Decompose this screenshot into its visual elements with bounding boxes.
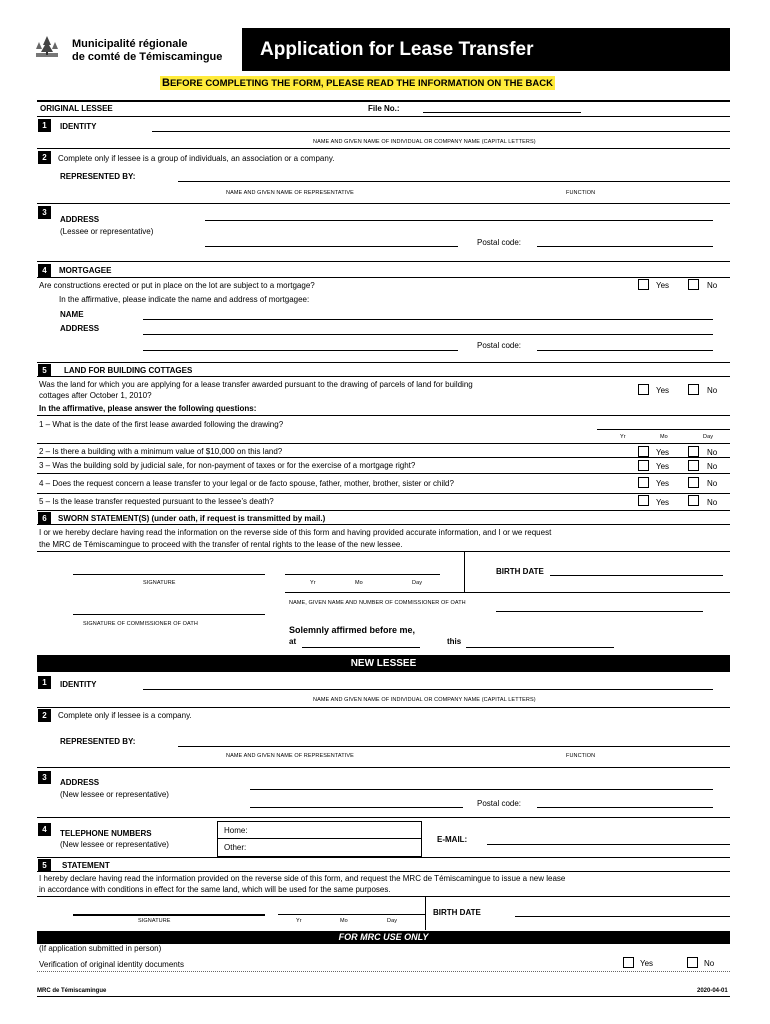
new-identity-label: IDENTITY — [60, 680, 97, 689]
mortgage-no-label: No — [707, 281, 718, 290]
statement-line2: in accordance with conditions in effect for the same land, which will be used for the same purposes. — [39, 885, 391, 894]
address-field-2[interactable] — [205, 235, 458, 247]
sworn-date-field[interactable] — [285, 562, 440, 575]
mortgagee-address-field-1[interactable] — [143, 323, 713, 335]
commissioner-signature-caption: SIGNATURE OF COMMISSIONER OF OATH — [83, 621, 198, 627]
telephone-sub-label: (New lessee or representative) — [60, 840, 169, 849]
address-field-1[interactable] — [205, 210, 713, 221]
identity-field[interactable] — [152, 120, 730, 132]
sworn-statement-label: SWORN STATEMENT(S) (under oath, if request is transmitted by mail.) — [58, 514, 326, 523]
new-address-sub-label: (New lessee or representative) — [60, 790, 169, 799]
section-2-number: 2 — [38, 151, 51, 164]
new-represented-by-label: REPRESENTED BY: — [60, 737, 136, 746]
footer-org: MRC de Témiscamingue — [37, 988, 107, 994]
question-3: 3 – Was the building sold by judicial sale, for non-payment of taxes or for the exercise of a mortgage right? — [39, 461, 416, 470]
new-section-3-number: 3 — [38, 771, 51, 784]
new-address-field-1[interactable] — [250, 778, 713, 790]
mortgage-yes-label: Yes — [656, 281, 670, 290]
sworn-day-caption: Day — [412, 580, 423, 586]
at-label: at — [289, 637, 297, 646]
footer-date: 2020-04-01 — [697, 988, 728, 994]
original-lessee-heading: ORIGINAL LESSEE — [40, 104, 113, 113]
mrc-yes-label: Yes — [640, 959, 654, 968]
email-field[interactable] — [487, 833, 730, 845]
first-lease-date-field[interactable] — [597, 417, 730, 430]
new-address-label: ADDRESS — [60, 778, 100, 787]
q5-no-checkbox[interactable] — [688, 495, 699, 506]
mrc-use-only-heading: FOR MRC USE ONLY — [37, 931, 730, 944]
new-section-5-number: 5 — [38, 859, 51, 872]
q2-no-label: No — [707, 448, 718, 457]
land-yes-label: Yes — [656, 386, 670, 395]
section-3-number: 3 — [38, 206, 51, 219]
sworn-yr-caption: Yr — [310, 580, 316, 586]
question-5: 5 – Is the lease transfer requested pursuant to the lessee’s death? — [39, 497, 274, 506]
question-4: 4 – Does the request concern a lease transfer to your legal or de facto spouse, father, mother, brother, sister or child? — [39, 479, 454, 488]
postal-code-field[interactable] — [537, 235, 713, 247]
new-represented-by-field[interactable] — [178, 735, 730, 747]
land-cottages-label: LAND FOR BUILDING COTTAGES — [64, 366, 193, 375]
commissioner-name-field[interactable] — [496, 600, 703, 612]
q3-yes-label: Yes — [656, 462, 670, 471]
section-2-instruction: Complete only if lessee is a group of individuals, an association or a company. — [58, 154, 335, 163]
commissioner-caption: NAME, GIVEN NAME AND NUMBER OF COMMISSIONER OF OATH — [289, 600, 466, 606]
q4-yes-checkbox[interactable] — [638, 477, 649, 488]
file-no-field[interactable] — [423, 102, 581, 113]
postal-code-label: Postal code: — [477, 238, 522, 247]
new-postal-code-field[interactable] — [537, 796, 713, 808]
land-no-checkbox[interactable] — [688, 384, 699, 395]
represented-by-label: REPRESENTED BY: — [60, 172, 136, 181]
q2-yes-checkbox[interactable] — [638, 446, 649, 457]
representative-name-caption: NAME AND GIVEN NAME OF REPRESENTATIVE — [226, 190, 354, 196]
new-signature-field[interactable] — [73, 903, 265, 915]
land-question-line1: Was the land for which you are applying for a lease transfer awarded pursuant to the drawing of parcels of land for building — [39, 380, 473, 389]
mrc-yes-checkbox[interactable] — [623, 957, 634, 968]
telephone-label: TELEPHONE NUMBERS — [60, 829, 152, 838]
land-question-line2: cottages after October 1, 2010? — [39, 391, 152, 400]
new-birth-date-label: BIRTH DATE — [433, 908, 481, 917]
mortgagee-instruction: In the affirmative, please indicate the name and address of mortgagee: — [59, 295, 310, 304]
mrc-logo — [34, 34, 60, 60]
affirmed-this-field[interactable] — [466, 637, 614, 648]
new-lessee-heading: NEW LESSEE — [37, 655, 730, 672]
read-back-notice: BEFORE COMPLETING THE FORM, PLEASE READ THE INFORMATION ON THE BACK — [162, 77, 553, 89]
sworn-statement-line2: the MRC de Témiscamingue to proceed with the transfer of rental rights to the lease of the new lessee. — [39, 540, 403, 549]
address-label: ADDRESS — [60, 215, 100, 224]
mrc-verification-label: Verification of original identity documents — [39, 960, 184, 969]
q1-yr-caption: Yr — [620, 434, 626, 440]
land-no-label: No — [707, 386, 718, 395]
new-signature-caption: SIGNATURE — [138, 918, 171, 924]
section-5-number: 5 — [38, 364, 51, 377]
represented-by-field[interactable] — [178, 170, 730, 182]
mrc-no-label: No — [704, 959, 715, 968]
mortgage-question: Are constructions erected or put in place on the lot are subject to a mortgage? — [39, 281, 315, 290]
question-2: 2 – Is there a building with a minimum value of $10,000 on this land? — [39, 447, 283, 456]
new-mo-caption: Mo — [340, 918, 348, 924]
mortgage-no-checkbox[interactable] — [688, 279, 699, 290]
section-6-number: 6 — [38, 512, 51, 525]
q1-day-caption: Day — [703, 434, 714, 440]
birth-date-field[interactable] — [550, 564, 723, 576]
mortgagee-postal-field[interactable] — [537, 339, 713, 351]
mortgagee-postal-label: Postal code: — [477, 341, 522, 350]
other-phone-field[interactable] — [260, 839, 420, 855]
sworn-mo-caption: Mo — [355, 580, 363, 586]
q2-yes-label: Yes — [656, 448, 670, 457]
new-day-caption: Day — [387, 918, 398, 924]
land-affirmative-instruction: In the affirmative, please answer the following questions: — [39, 404, 257, 413]
identity-caption: NAME AND GIVEN NAME OF INDIVIDUAL OR COMPANY NAME (CAPITAL LETTERS) — [313, 139, 536, 145]
address-sub-label: (Lessee or representative) — [60, 227, 154, 236]
q4-no-label: No — [707, 479, 718, 488]
q3-yes-checkbox[interactable] — [638, 460, 649, 471]
affirmed-at-field[interactable] — [302, 637, 420, 648]
representative-function-caption: FUNCTION — [566, 190, 596, 196]
q5-yes-label: Yes — [656, 498, 670, 507]
q4-no-checkbox[interactable] — [688, 477, 699, 488]
new-section-1-number: 1 — [38, 676, 51, 689]
land-yes-checkbox[interactable] — [638, 384, 649, 395]
mortgagee-name-field[interactable] — [143, 308, 713, 320]
new-section-2-instruction: Complete only if lessee is a company. — [58, 711, 192, 720]
new-identity-caption: NAME AND GIVEN NAME OF INDIVIDUAL OR COMPANY NAME (CAPITAL LETTERS) — [313, 697, 536, 703]
new-section-4-number: 4 — [38, 823, 51, 836]
question-1: 1 – What is the date of the first lease awarded following the drawing? — [39, 420, 284, 429]
q5-no-label: No — [707, 498, 718, 507]
q4-yes-label: Yes — [656, 479, 670, 488]
q2-no-checkbox[interactable] — [688, 446, 699, 457]
form-title: Application for Lease Transfer — [242, 28, 730, 71]
new-postal-code-label: Postal code: — [477, 799, 522, 808]
lessee-signature-caption: SIGNATURE — [143, 580, 176, 586]
q3-no-checkbox[interactable] — [688, 460, 699, 471]
new-birth-date-field[interactable] — [515, 905, 730, 917]
new-address-field-2[interactable] — [250, 796, 463, 808]
new-date-field[interactable] — [278, 903, 425, 915]
this-label: this — [447, 637, 462, 646]
q3-no-label: No — [707, 462, 718, 471]
sworn-statement-line1: I or we hereby declare having read the information on the reverse side of this form and having provided accurate information, and I or we request — [39, 528, 552, 537]
org-name-line1: Municipalité régionale — [72, 38, 188, 50]
section-4-number: 4 — [38, 264, 51, 277]
email-label: E-MAIL: — [437, 835, 468, 844]
mortgagee-address-label: ADDRESS — [60, 324, 100, 333]
new-representative-function-caption: FUNCTION — [566, 753, 596, 759]
home-phone-field[interactable] — [260, 822, 420, 837]
new-representative-name-caption: NAME AND GIVEN NAME OF REPRESENTATIVE — [226, 753, 354, 759]
commissioner-signature-field[interactable] — [73, 603, 265, 615]
q1-mo-caption: Mo — [660, 434, 668, 440]
new-section-2-number: 2 — [38, 709, 51, 722]
org-name-line2: de comté de Témiscamingue — [72, 51, 223, 63]
statement-line1: I hereby declare having read the information provided on the reverse side of this form, and request the MRC de Témiscamingue to issue a new lease — [39, 874, 566, 883]
identity-label: IDENTITY — [60, 122, 97, 131]
mortgagee-label: MORTGAGEE — [59, 266, 112, 275]
home-phone-label: Home: — [224, 826, 248, 835]
file-no-label: File No.: — [368, 104, 400, 113]
mrc-no-checkbox[interactable] — [687, 957, 698, 968]
new-identity-field[interactable] — [143, 678, 713, 690]
mrc-in-person-note: (If application submitted in person) — [39, 944, 162, 953]
q5-yes-checkbox[interactable] — [638, 495, 649, 506]
section-1-number: 1 — [38, 119, 51, 132]
mortgagee-address-field-2[interactable] — [143, 339, 458, 351]
new-yr-caption: Yr — [296, 918, 302, 924]
statement-label: STATEMENT — [62, 861, 110, 870]
mortgagee-name-label: NAME — [60, 310, 84, 319]
mortgage-yes-checkbox[interactable] — [638, 279, 649, 290]
birth-date-label: BIRTH DATE — [496, 567, 544, 576]
lessee-signature-field[interactable] — [73, 562, 265, 575]
affirmed-text: Solemnly affirmed before me, — [289, 625, 416, 635]
other-phone-label: Other: — [224, 843, 247, 852]
